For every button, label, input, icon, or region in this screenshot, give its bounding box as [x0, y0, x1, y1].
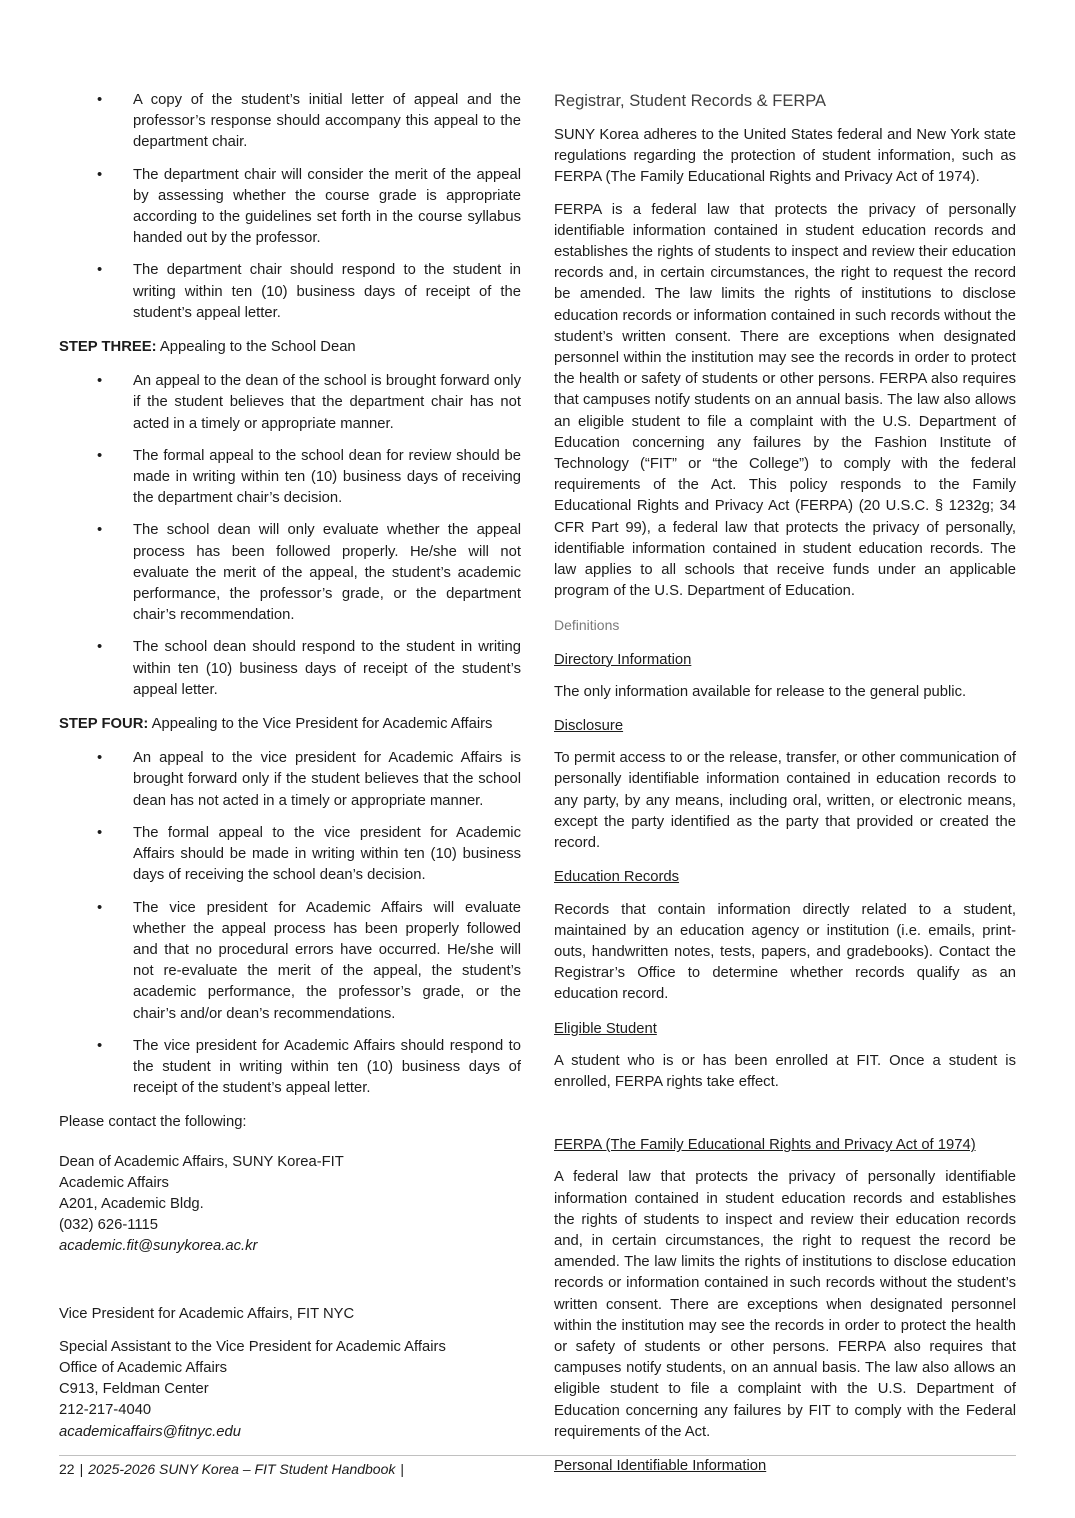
- contact-line: Academic Affairs: [59, 1174, 169, 1191]
- section-heading: Registrar, Student Records & FERPA: [554, 92, 827, 110]
- footer-trailing-separator: |: [400, 1461, 405, 1477]
- term-block: [554, 1135, 1016, 1443]
- two-column-layout: [59, 90, 1016, 1488]
- term-definition: The only information available for release to the general public.: [554, 683, 967, 700]
- bullet-text: The school dean should respond to the student in writing within ten (10) business days of receipt of the student’s appeal letter.: [133, 639, 521, 698]
- term-definition: A student who is or has been enrolled at FIT. Once a student is enrolled, FERPA rights take effect.: [554, 1052, 1016, 1090]
- paragraph: SUNY Korea adheres to the United States federal and New York state regulations regarding the protection of student information, such as FERPA (The Family Educational Rights and Privacy Act of 1974).: [554, 127, 1016, 186]
- term-heading: Education Records: [554, 869, 680, 886]
- bullet-item: [59, 637, 521, 701]
- footer-separator: |: [79, 1461, 84, 1477]
- bullet-item: [59, 1036, 521, 1100]
- step-three-bullet-list: [59, 371, 521, 701]
- paragraph: FERPA is a federal law that protects the privacy of personally identifiable information contained in student education records and establishes the rights of students to inspect and review their education records and, in certain circumstances, the right to request the record be amended. The law limits the rights of institutions to disclose education records or information contained in such records without the student’s written consent. There are exceptions when designated personnel within the institution may see the records in order to protect the health or safety of students or other persons. FERPA also requires that campuses notify students on an annual basis. The law also allows an eligible student to file a complaint with the U.S. Department of Education concerning any failures by the Fashion Institute of Technology (“FIT” or “the College”) to comply with the federal requirements of the Act. This policy responds to the Family Educational Rights and Privacy Act (FERPA) (20 U.S.C. § 1232g; 34 CFR Part 99), a federal law that protects the privacy of personally, identifiable information contained in student education records. The law applies to all schools that receive funds under an applicable program of the U.S. Department of Education.: [554, 201, 1016, 600]
- dean-email: academic.fit@sunykorea.ac.kr: [59, 1238, 258, 1255]
- vertical-spacer: [59, 1258, 521, 1304]
- term-definition: A federal law that protects the privacy of personally identifiable information contained in student education records and establishes the rights of students to inspect and review their education records and, in certain circumstances, the right to request the record be amended. The law limits the rights of institutions to disclose education records or information contained in such records without the student’s written consent. There are exceptions when designated personnel within the institution may see the records in order to protect the health or safety of students or other persons. FERPA also requires that campuses notify students, on an annual basis. The law also allows an eligible student to file a complaint with the U.S. Department of Education concerning any failures by FIT to comply with the Federal requirements of the Act.: [554, 1169, 1016, 1440]
- bullet-item: [59, 90, 521, 154]
- step-three-title: Appealing to the School Dean: [156, 339, 356, 356]
- definitions-subheading: Definitions: [554, 617, 620, 634]
- bullet-text: An appeal to the vice president for Academic Affairs is brought forward only if the student believes that the school dean has not acted in a timely or appropriate manner.: [133, 750, 521, 809]
- term-block: [554, 650, 1016, 703]
- bullet-text: The formal appeal to the vice president for Academic Affairs should be made in writing within ten (10) business days of receiving the school dean’s decision.: [133, 824, 521, 884]
- right-column: [554, 90, 1016, 1488]
- bullet-item: [59, 823, 521, 887]
- contact-line: Special Assistant to the Vice President for Academic Affairs: [59, 1338, 446, 1355]
- bullet-item: [59, 748, 521, 812]
- term-heading: Directory Information: [554, 651, 692, 668]
- bullet-text: The vice president for Academic Affairs should respond to the student in writing within ten (10) business days of receipt of the student’s appeal letter.: [133, 1037, 521, 1097]
- term-block: [554, 867, 1016, 1005]
- step-four-label: STEP FOUR:: [59, 716, 149, 733]
- contact-block-dean: [59, 1152, 521, 1258]
- contact-line: C913, Feldman Center: [59, 1381, 209, 1398]
- bullet-item: [59, 371, 521, 435]
- term-heading: FERPA (The Family Educational Rights and Privacy Act of 1974): [554, 1137, 976, 1154]
- term-heading: Disclosure: [554, 718, 624, 735]
- bullet-item: [59, 260, 521, 324]
- contact-line: (032) 626-1115: [59, 1217, 158, 1234]
- bullet-item: [59, 446, 521, 510]
- page-number: 22: [59, 1461, 75, 1477]
- handbook-title: 2025-2026 SUNY Korea – FIT Student Handbook: [88, 1461, 396, 1477]
- left-column: [59, 90, 521, 1443]
- step-four-title: Appealing to the Vice President for Academic Affairs: [148, 716, 493, 733]
- term-definition: To permit access to or the release, transfer, or other communication of personally identifiable information contained in education records to any party, by any means, including oral, written, or electronic means, except the party identified as the party that provided or created the record.: [554, 750, 1016, 852]
- page-footer: [59, 1455, 1016, 1479]
- bullet-item: [59, 898, 521, 1025]
- bullet-text: A copy of the student’s initial letter of appeal and the professor’s response should accompany this appeal to the department chair.: [133, 92, 521, 151]
- contact-line: 212-217-4040: [59, 1402, 152, 1419]
- bullet-text: The department chair should respond to the student in writing within ten (10) business days of receipt of the student’s appeal letter.: [133, 262, 521, 321]
- contact-line: Office of Academic Affairs: [59, 1359, 228, 1376]
- contact-line: A201, Academic Bldg.: [59, 1195, 204, 1212]
- bullet-text: The formal appeal to the school dean for review should be made in writing within ten (10) business days of receiving the department chair’s decision.: [133, 447, 521, 507]
- term-definition: Records that contain information directly related to a student, maintained by an education agency or institution (i.e. emails, print-outs, handwritten notes, tests, papers, and gradebooks). Contact the Registrar’s Office to determine whether records qualify as an education record.: [554, 901, 1016, 1003]
- vp-email: academicaffairs@fitnyc.edu: [59, 1423, 241, 1440]
- term-heading: Personal Identifiable Information: [554, 1457, 767, 1474]
- bullet-item: [59, 165, 521, 250]
- bullet-text: An appeal to the dean of the school is brought forward only if the student believes that the department chair has not acted in a timely or appropriate manner.: [133, 373, 521, 432]
- term-block: [554, 1019, 1016, 1094]
- bullet-text: The vice president for Academic Affairs will evaluate whether the appeal process has been properly followed and that no procedural errors have occurred. He/she will not re-evaluate the merit of the appeal, the student’s academic performance, the professor’s grade, or the chair’s and/or dean’s recommendations.: [133, 899, 521, 1022]
- bullet-text: The department chair will consider the merit of the appeal by assessing whether the course grade is appropriate according to the guidelines set forth in the course syllabus handed out by the professor.: [133, 166, 521, 247]
- step-four-heading: [59, 714, 521, 735]
- term-heading: Eligible Student: [554, 1020, 657, 1037]
- term-block: [554, 716, 1016, 854]
- step-three-label: STEP THREE:: [59, 339, 157, 356]
- contact-block-vp: [59, 1337, 521, 1443]
- contact-intro: Please contact the following:: [59, 1114, 247, 1131]
- bullet-item: [59, 520, 521, 626]
- contact-line: Dean of Academic Affairs, SUNY Korea-FIT: [59, 1153, 344, 1170]
- vp-heading: Vice President for Academic Affairs, FIT NYC: [59, 1305, 355, 1322]
- step-three-heading: [59, 337, 521, 358]
- bullet-text: The school dean will only evaluate whether the appeal process has been followed properly. He/she will not evaluate the merit of the appeal, the student’s academic performance, the professor’s grade, or the department chair’s recommendation.: [133, 522, 521, 624]
- intro-bullet-list: [59, 90, 521, 324]
- step-four-bullet-list: [59, 748, 521, 1099]
